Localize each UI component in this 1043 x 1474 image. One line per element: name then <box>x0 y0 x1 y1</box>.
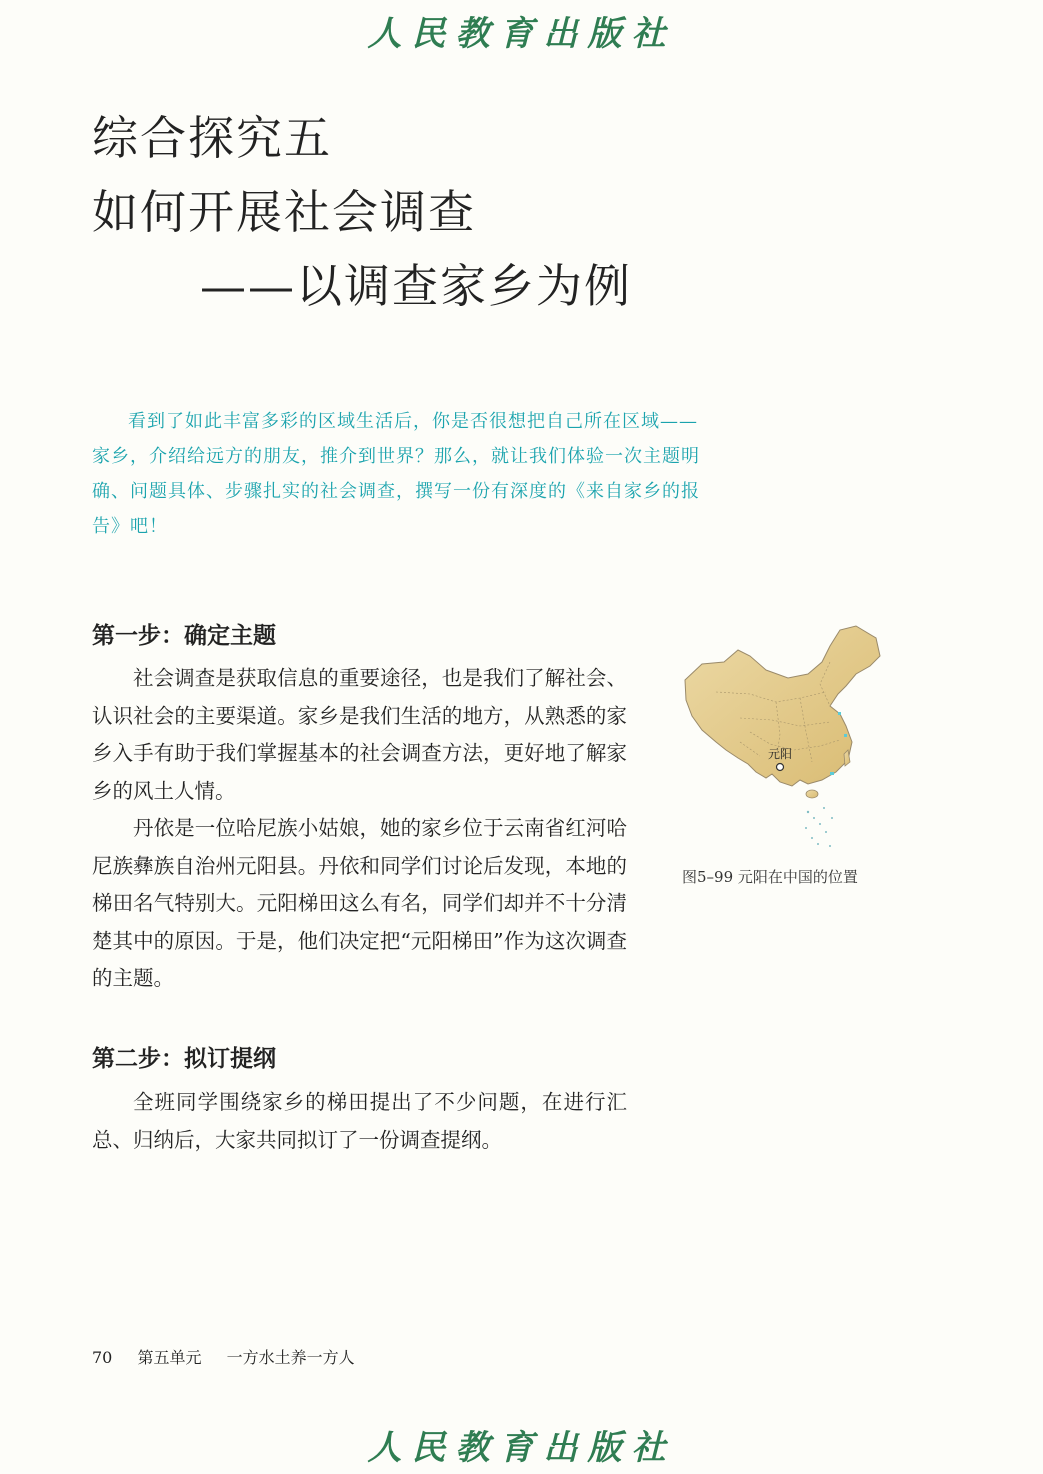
hainan-island <box>806 790 818 798</box>
china-map-figure <box>680 622 895 857</box>
step2-paragraph-1: 全班同学围绕家乡的梯田提出了不少问题，在进行汇总、归纳后，大家共同拟订了一份调查提纲。 <box>92 1090 627 1152</box>
china-outline <box>685 626 880 786</box>
title-line-1: 综合探究五 <box>92 111 332 165</box>
figure-caption: 图5–99 元阳在中国的位置 <box>682 868 858 886</box>
step2-body <box>92 1084 627 1159</box>
publisher-logo-top: 人民教育出版社 <box>367 14 676 54</box>
chapter-title <box>92 108 632 330</box>
step1-heading: 第一步：确定主题 <box>92 623 276 649</box>
yuanyang-label: 元阳 <box>768 747 793 761</box>
unit-title: 一方水土养一方人 <box>226 1348 355 1367</box>
unit-label: 第五单元 <box>137 1348 202 1367</box>
intro-text: 看到了如此丰富多彩的区域生活后，你是否很想把自己所在区域—— 家乡，介绍给远方的朋友，推介到世界？那么，就让我们体验一次主题明确、问题具体、步骤扎实的社会调查，撰写一份有深度的《来自家乡的报告》吧！ <box>92 411 700 537</box>
title-line-2: 如何开展社会调查 <box>92 185 476 239</box>
page-footer <box>92 1345 375 1368</box>
step1-paragraph-2: 丹依是一位哈尼族小姑娘，她的家乡位于云南省红河哈尼族彝族自治州元阳县。丹依和同学们讨论后发现，本地的梯田名气特别大。元阳梯田这么有名，同学们却并不十分清楚其中的原因。于是，他们决定把“元阳梯田”作为这次调查的主题。 <box>92 816 627 990</box>
step2-heading: 第二步：拟订提纲 <box>92 1046 276 1072</box>
china-map <box>680 622 895 857</box>
intro-paragraph <box>92 404 707 544</box>
page-number: 70 <box>92 1348 113 1367</box>
publisher-logo-bottom: 人民教育出版社 <box>367 1428 676 1468</box>
step1-body <box>92 660 627 998</box>
south-china-sea-islands <box>805 807 833 847</box>
title-subtitle: ——以调查家乡为例 <box>200 259 632 313</box>
step1-paragraph-1: 社会调查是获取信息的重要途径，也是我们了解社会、认识社会的主要渠道。家乡是我们生活的地方，从熟悉的家乡入手有助于我们掌握基本的社会调查方法，更好地了解家乡的风土人情。 <box>92 666 627 803</box>
yuanyang-marker <box>777 764 784 771</box>
